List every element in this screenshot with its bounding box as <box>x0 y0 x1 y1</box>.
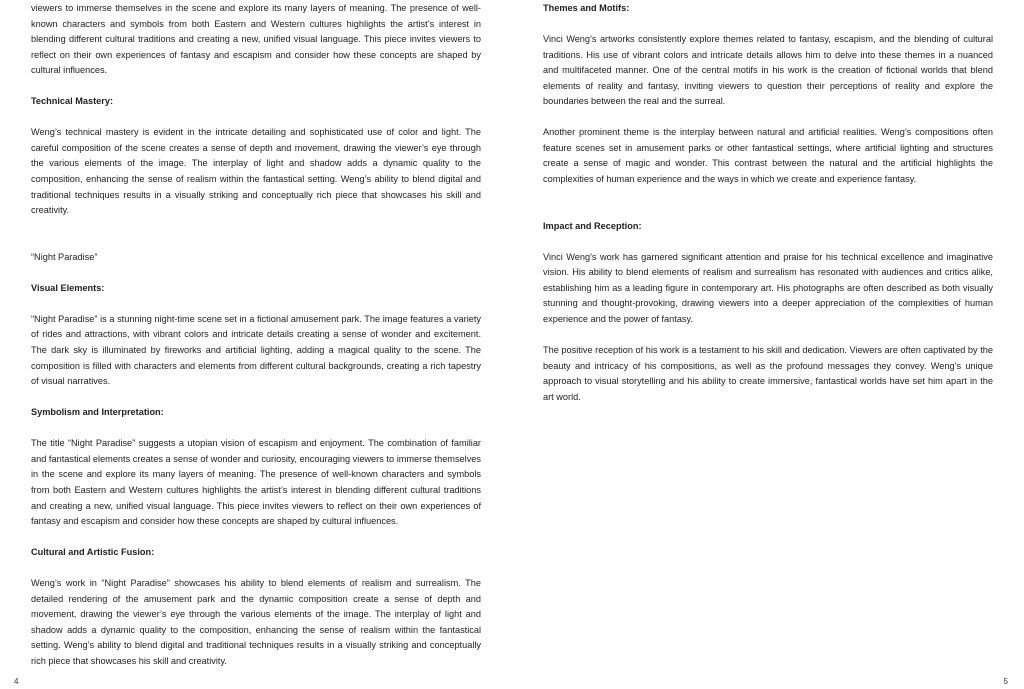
intro-paragraph: viewers to immerse themselves in the scene and explore its many layers of meaning. The presence of well-known characters and symbols from both Eastern and Western cultures highlights the artist’s interest in blending different cultural traditions and creating a new, unified visual language. This piece invites viewers to reflect on their own experiences of fantasy and escapism and consider how these concepts are shaped by cultural influences. <box>31 3 481 76</box>
impact-paragraph-2: The positive reception of his work is a testament to his skill and dedication. Viewers are often captivated by the beauty and intricacy of his compositions, as well as the profound messages they convey. Weng’s unique approach to visual storytelling and his ability to create immersive, fantastical worlds have set him apart in the art world. <box>543 345 993 402</box>
cultural-fusion-heading: Cultural and Artistic Fusion: <box>31 547 155 558</box>
page-number-left: 4 <box>14 677 19 686</box>
visual-elements-paragraph: “Night Paradise” is a stunning night-time scene set in a fictional amusement park. The image features a variety of rides and attractions, with vibrant colors and intricate details creating a sense of wonder and excitement. The dark sky is illuminated by fireworks and artificial lighting, adding a magical quality to the scene. The composition is filled with characters and elements from different cultural backgrounds, creating a rich tapestry of visual narratives. <box>31 313 481 387</box>
themes-paragraph-2: Another prominent theme is the interplay between natural and artificial realities. Weng’s compositions often feature scenes set in amusement parks or other fantastical settings, where artificial lighting and structures create a sense of magic and wonder. This contrast between the natural and the artificial highlights the complexities of human experience and the ways in which we create and experience fantasy. <box>543 127 993 185</box>
themes-heading: Themes and Motifs: <box>543 3 630 13</box>
visual-elements-heading: Visual Elements: <box>31 282 105 293</box>
technical-mastery-paragraph: Weng’s technical mastery is evident in the intricate detailing and sophisticated use of color and light. The careful composition of the scene creates a sense of depth and movement, drawing the viewer’s eye through the various elements of the image. The interplay of light and shadow adds a dynamic quality to the composition, enhancing the sense of realism within the fantastical setting. Weng’s ability to blend digital and traditional techniques results in a visually striking and conceptually rich piece that showcases his skill and creativity. <box>31 127 481 216</box>
impact-heading: Impact and Reception: <box>543 220 642 231</box>
section-spacer <box>31 234 481 250</box>
cultural-fusion-paragraph: Weng’s work in “Night Paradise” showcases his ability to blend elements of realism and surrealism. The detailed rendering of the amusement park and the dynamic composition create a sense of depth and movement, drawing the viewer’s eye through the various elements of the image. The interplay of light and shadow adds a dynamic quality to the composition, enhancing the sense of realism within the fantastical setting. Weng’s ability to blend digital and traditional techniques results in a visually striking and conceptually rich piece that showcases his skill and creativity. <box>31 578 481 666</box>
symbolism-heading: Symbolism and Interpretation: <box>31 407 164 418</box>
page-number-right: 5 <box>1003 677 1008 686</box>
themes-paragraph-1: Vinci Weng’s artworks consistently explore themes related to fantasy, escapism, and the blending of cultural traditions. His use of vibrant colors and intricate details allows him to delve into these themes in a nuanced and multifaceted manner. One of the central motifs in his work is the creation of fictional worlds that blend elements of reality and fantasy, inviting viewers to question their perceptions of reality and explore the boundaries between the real and the surreal. <box>543 34 993 107</box>
section-spacer <box>543 203 993 219</box>
artwork-title: “Night Paradise” <box>31 251 98 262</box>
left-page-text-column <box>31 1 481 685</box>
impact-paragraph-1: Vinci Weng’s work has garnered significant attention and praise for his technical excellence and imaginative vision. His ability to blend elements of realism and surrealism has resonated with audiences and critics alike, establishing him as a leading figure in contemporary art. His photographs are often described as both visually stunning and thought-provoking, drawing viewers into a deeper appreciation of the complexities of human experience and the power of fantasy. <box>543 251 993 324</box>
symbolism-paragraph: The title “Night Paradise” suggests a utopian vision of escapism and enjoyment. The combination of familiar and fantastical elements creates a sense of wonder and curiosity, encouraging viewers to immerse themselves in the scene and explore its many layers of meaning. The presence of well-known characters and symbols from both Eastern and Western cultures highlights the artist’s interest in blending different cultural traditions and creating a new, unified visual language. This piece invites viewers to reflect on their own experiences of fantasy and escapism and consider how these concepts are shaped by cultural influences. <box>31 438 481 527</box>
technical-mastery-heading: Technical Mastery: <box>31 96 114 107</box>
right-page-text-column <box>543 1 993 421</box>
right-page <box>512 0 1024 689</box>
